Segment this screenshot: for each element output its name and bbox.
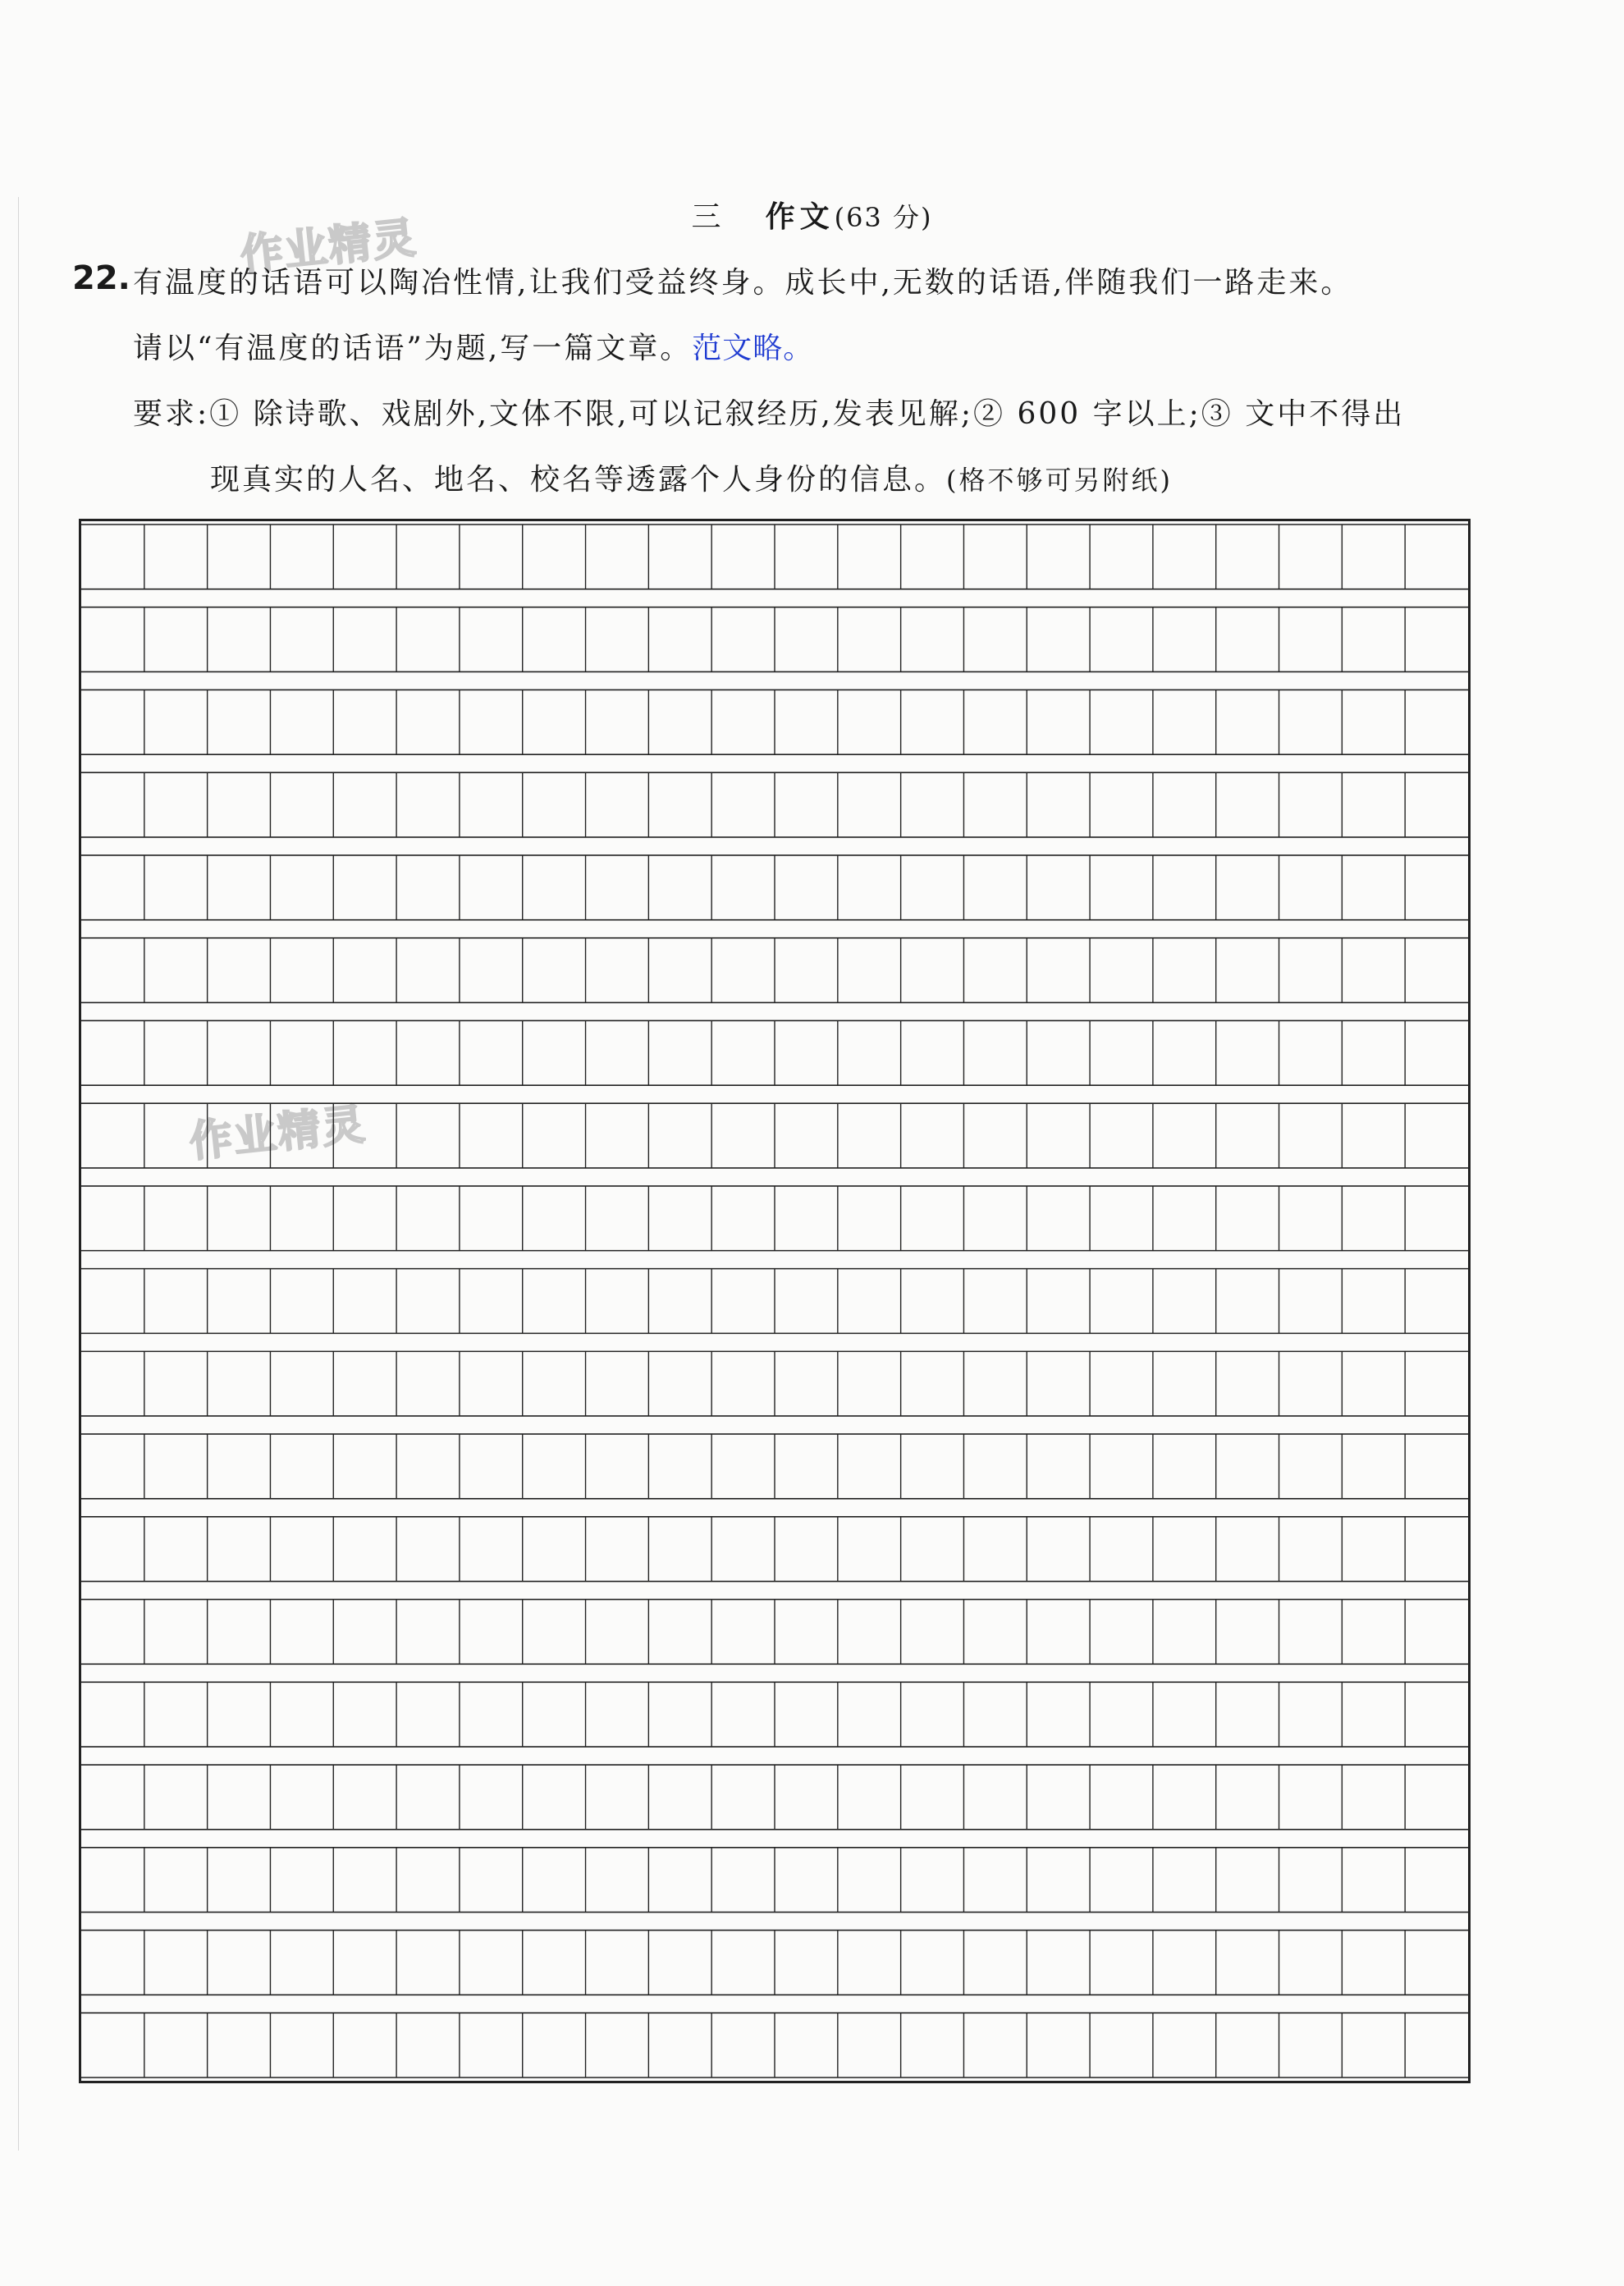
grid-row: [81, 607, 1468, 672]
grid-row: [81, 1269, 1468, 1334]
grid-row: [81, 1682, 1468, 1747]
task-text: 请以“有温度的话语”为题,写一篇文章。: [133, 332, 693, 365]
grid-row: [81, 1517, 1468, 1582]
section-name: 作文: [765, 199, 835, 234]
answer-text: 范文略。: [692, 332, 814, 365]
grid-row: [81, 1931, 1468, 1995]
requirements-line-2: [210, 456, 1173, 498]
writing-grid[interactable]: [79, 519, 1471, 2083]
writing-grid-lines: [81, 521, 1468, 2081]
margin-line: [18, 197, 19, 2151]
section-title: [0, 194, 1624, 236]
grid-row: [81, 525, 1468, 589]
grid-row: [81, 938, 1468, 1003]
requirements-text: 现真实的人名、地名、校名等透露个人身份的信息。: [210, 463, 947, 497]
question-prompt: 有温度的话语可以陶冶性情,让我们受益终身。成长中,无数的话语,伴随我们一路走来。: [133, 266, 1353, 300]
grid-row: [81, 1186, 1468, 1251]
grid-row: [81, 855, 1468, 920]
grid-row: [81, 1434, 1468, 1499]
grid-row: [81, 2013, 1468, 2078]
grid-row: [81, 1765, 1468, 1830]
question-number: 22.: [72, 259, 130, 297]
section-score: (63 分): [834, 202, 933, 233]
grid-row: [81, 1848, 1468, 1913]
watermark: 作业精灵: [187, 1099, 369, 1168]
watermark: 作业精灵: [238, 213, 420, 282]
requirements-line-1: 要求:① 除诗歌、戏剧外,文体不限,可以记叙经历,发表见解;② 600 字以上;③ 文中不得出: [133, 397, 1406, 431]
grid-row: [81, 689, 1468, 754]
grid-row: [81, 1103, 1468, 1168]
grid-row: [81, 1600, 1468, 1665]
question-task: [133, 325, 813, 367]
requirements-note: (格不够可另附纸): [946, 465, 1173, 496]
grid-row: [81, 772, 1468, 837]
section-number: 三: [691, 200, 723, 234]
grid-row: [81, 1351, 1468, 1416]
grid-row: [81, 1020, 1468, 1085]
